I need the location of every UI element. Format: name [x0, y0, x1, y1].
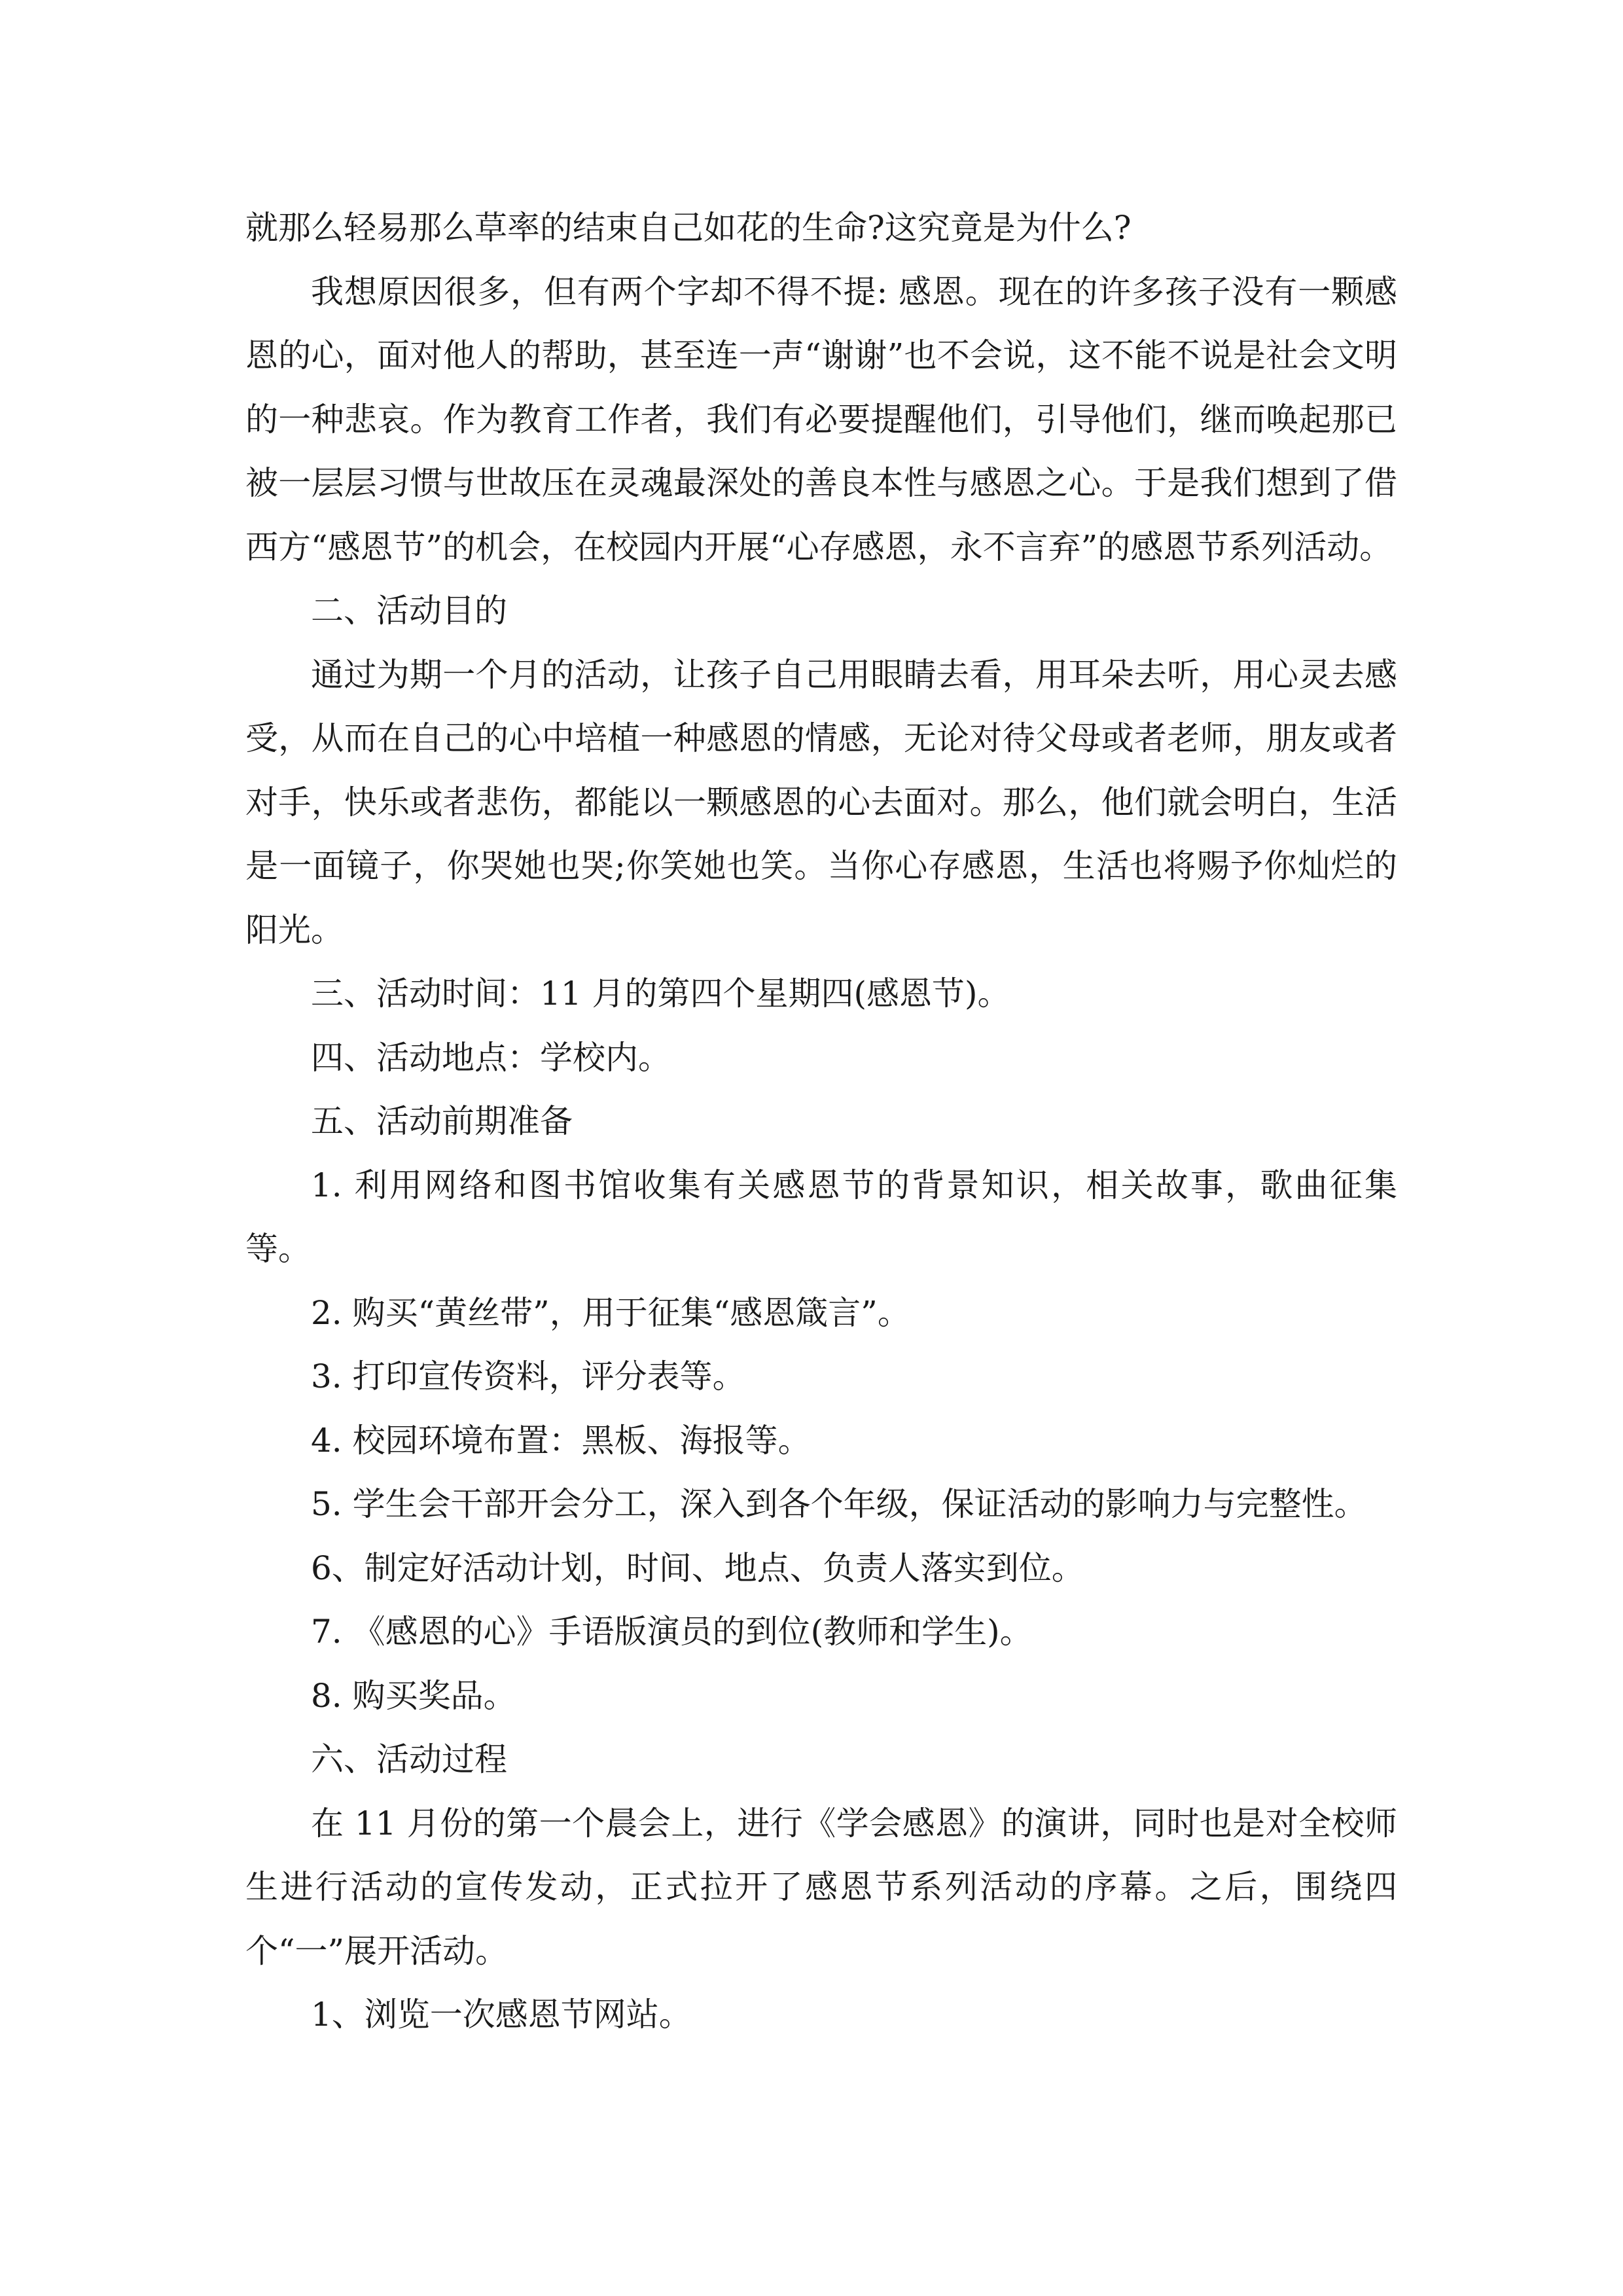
- paragraph-process: 在 11 月份的第一个晨会上，进行《学会感恩》的演讲，同时也是对全校师生进行活动的宣传发动，正式拉开了感恩节系列活动的序幕。之后，围绕四个“一”展开活动。: [245, 1804, 1397, 1970]
- paragraph-reason: 我想原因很多，但有两个字却不得不提: 感恩。现在的许多孩子没有一颗感恩的心，面对他人的帮助，甚至连一声“谢谢”也不会说，这不能不说是社会文明的一种悲哀。作为教育工作者，我们有必要提醒他们，引导他们，继而唤起那已被一层层习惯与世故压在灵魂最深处的善良本性与感恩之心。于是我们想到了借西方“感恩节”的机会，在校园内开展“心存感恩，永不言弃”的感恩节系列活动。: [245, 272, 1397, 566]
- heading-preparation: 五、活动前期准备: [311, 1102, 573, 1140]
- prep-item-1: 1. 利用网络和图书馆收集有关感恩节的背景知识，相关故事，歌曲征集等。: [245, 1166, 1397, 1268]
- prep-item-6: 6、制定好活动计划，时间、地点、负责人落实到位。: [311, 1549, 1084, 1587]
- prep-item-2: 2. 购买“黄丝带”，用于征集“感恩箴言”。: [311, 1293, 910, 1332]
- paragraph-intro-end: 就那么轻易那么草率的结束自己如花的生命?这究竟是为什么?: [245, 209, 1132, 247]
- heading-activity-purpose: 二、活动目的: [311, 592, 507, 630]
- paragraph-activity-location: 四、活动地点：学校内。: [311, 1038, 671, 1077]
- prep-item-7: 7. 《感恩的心》手语版演员的到位(教师和学生)。: [311, 1613, 1033, 1651]
- prep-item-5: 5. 学生会干部开会分工，深入到各个年级，保证活动的影响力与完整性。: [311, 1485, 1367, 1523]
- heading-activity-process: 六、活动过程: [311, 1740, 507, 1778]
- paragraph-activity-time: 三、活动时间：11 月的第四个星期四(感恩节)。: [311, 975, 1010, 1013]
- paragraph-purpose: 通过为期一个月的活动，让孩子自己用眼睛去看，用耳朵去听，用心灵去感受，从而在自己的心中培植一种感恩的情感，无论对待父母或者老师，朋友或者对手，快乐或者悲伤，都能以一颗感恩的心去面对。那么，他们就会明白，生活是一面镜子，你哭她也哭;你笑她也笑。当你心存感恩，生活也将赐予你灿烂的阳光。: [245, 655, 1397, 949]
- prep-item-3: 3. 打印宣传资料，评分表等。: [311, 1357, 745, 1395]
- document-page: [245, 196, 1397, 2047]
- process-item-1: 1、浏览一次感恩节网站。: [311, 1996, 692, 2034]
- prep-item-8: 8. 购买奖品。: [311, 1676, 516, 1715]
- prep-item-4: 4. 校园环境布置：黑板、海报等。: [311, 1421, 811, 1460]
